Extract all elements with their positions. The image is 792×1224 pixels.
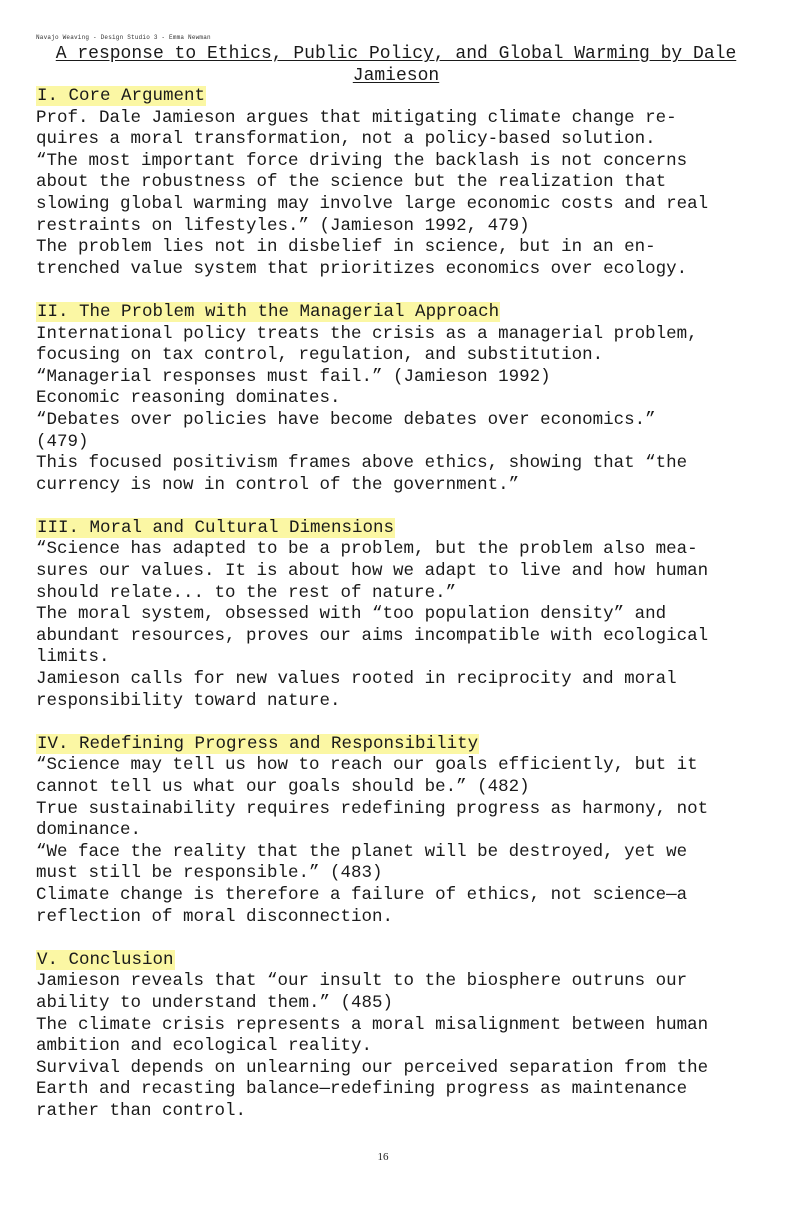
section-heading: IV. Redefining Progress and Responsibility [37, 733, 479, 754]
document-body [36, 86, 766, 1123]
paragraph: True sustainability requires redefining progress as harmony, not dominance. [36, 798, 709, 841]
section-heading: III. Moral and Cultural Dimensions [37, 517, 395, 538]
paragraph: Prof. Dale Jamieson argues that mitigating climate change re- quires a moral transformation, not a policy-based solution. [36, 107, 677, 150]
quote-paragraph: “Debates over policies have become debates over economics.” (479) [36, 409, 656, 452]
section-heading: II. The Problem with the Managerial Approach [37, 301, 500, 322]
section-core-argument [36, 86, 766, 280]
paragraph: The climate crisis represents a moral misalignment between human ambition and ecological reality. [36, 1014, 709, 1057]
section-heading: V. Conclusion [37, 949, 174, 970]
section-managerial-approach [36, 302, 766, 496]
page-title [36, 43, 756, 87]
quote-paragraph: “We face the reality that the planet will be destroyed, yet we must still be responsible.” (483) [36, 841, 688, 884]
quote-paragraph: “Managerial responses must fail.” (Jamieson 1992) [36, 366, 551, 387]
page-number: 16 [377, 1151, 389, 1163]
paragraph: The moral system, obsessed with “too population density” and abundant resources, proves our aims incompatible with ecological limits. [36, 604, 709, 668]
page-title-line-1: A response to Ethics, Public Policy, and Global Warming by Dale [55, 44, 737, 64]
section-conclusion [36, 950, 766, 1123]
paragraph: International policy treats the crisis as a managerial problem, focusing on tax control, regulation, and substitution. [36, 323, 698, 366]
paragraph: Climate change is therefore a failure of ethics, not science—a reflection of moral disconnection. [36, 884, 688, 927]
paragraph: Jamieson calls for new values rooted in reciprocity and moral responsibility toward nature. [36, 669, 677, 711]
section-heading: I. Core Argument [37, 86, 206, 106]
quote-paragraph: “Science has adapted to be a problem, but the problem also mea- sures our values. It is about how we adapt to live and how human should relate... to the rest of nature.” [36, 539, 709, 603]
paragraph: Survival depends on unlearning our perceived separation from the Earth and recasting balance—redefining progress as maintenance rather than control. [36, 1057, 709, 1121]
paragraph: This focused positivism frames above ethics, showing that “the currency is now in control of the government.” [36, 453, 688, 495]
paragraph: The problem lies not in disbelief in science, but in an en- trenched value system that prioritizes economics over ecology. [36, 237, 688, 279]
paragraph: Economic reasoning dominates. [36, 388, 341, 409]
section-moral-cultural [36, 518, 766, 712]
page-title-line-2: Jamieson [352, 66, 440, 86]
paragraph: Jamieson reveals that “our insult to the biosphere outruns our ability to understand them.” (485) [36, 971, 688, 1013]
section-redefining-progress [36, 734, 766, 928]
header-note: Navajo Weaving - Design Studio 3 - Emma Newman [36, 34, 211, 41]
quote-paragraph: “The most important force driving the backlash is not concerns about the robustness of the science but the realization that slowing global warming may involve large economic costs and real restraints on lifestyles.” (Jamieson 1992, 479) [36, 150, 709, 236]
quote-paragraph: “Science may tell us how to reach our goals efficiently, but it cannot tell us what our goals should be.” (482) [36, 755, 698, 797]
